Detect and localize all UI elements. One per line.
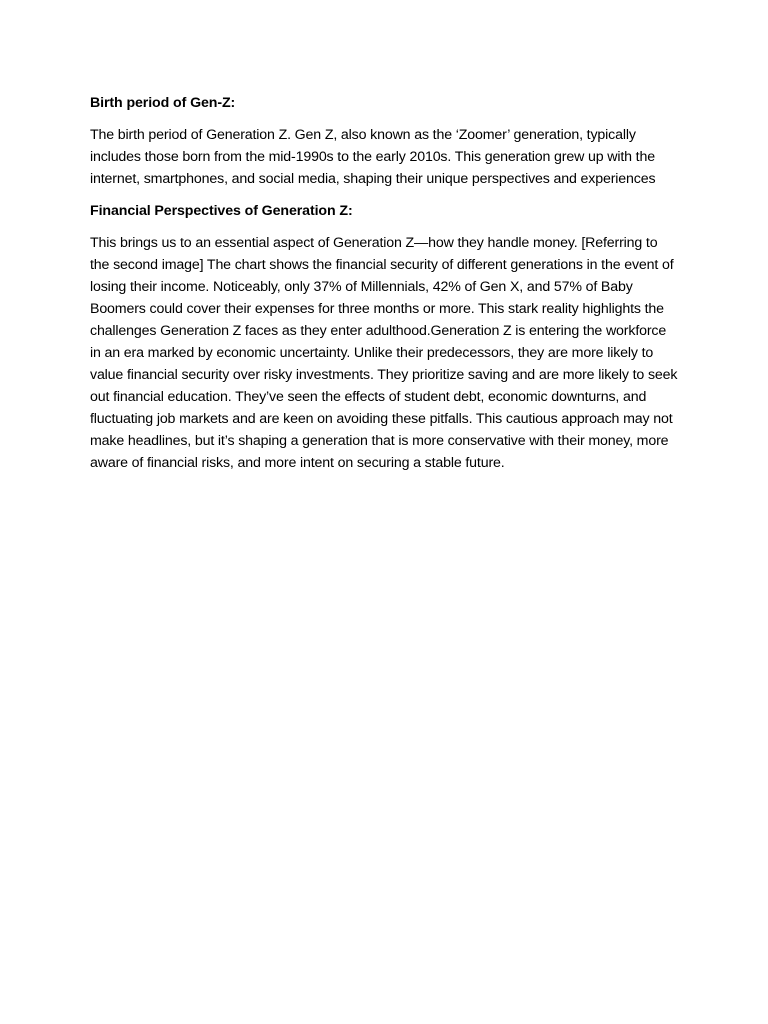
document-body bbox=[90, 93, 680, 485]
section-paragraph-financial-perspectives: This brings us to an essential aspect of Generation Z—how they handle money. [Referring to the second image] The chart shows the financial security of different generations in the event of losing their income. Noticeably, only 37% of Millennials, 42% of Gen X, and 57% of Baby Boomers could cover their expenses for three months or more. This stark reality highlights the challenges Generation Z faces as they enter adulthood.Generation Z is entering the workforce in an era marked by economic uncertainty. Unlike their predecessors, they are more likely to value financial security over risky investments. They prioritize saving and are more likely to seek out financial education. They’ve seen the effects of student debt, economic downturns, and fluctuating job markets and are keen on avoiding these pitfalls. This cautious approach may not make headlines, but it’s shaping a generation that is more conservative with their money, more aware of financial risks, and more intent on securing a stable future. bbox=[90, 235, 678, 471]
section-heading-financial-perspectives: Financial Perspectives of Generation Z: bbox=[90, 203, 353, 219]
section-paragraph-birth-period: The birth period of Generation Z. Gen Z, also known as the ‘Zoomer’ generation, typically includes those born from the mid-1990s to the early 2010s. This generation grew up with the internet, smartphones, and social media, shaping their unique perspectives and experiences bbox=[90, 127, 656, 187]
section-heading-birth-period: Birth period of Gen-Z: bbox=[90, 95, 236, 111]
